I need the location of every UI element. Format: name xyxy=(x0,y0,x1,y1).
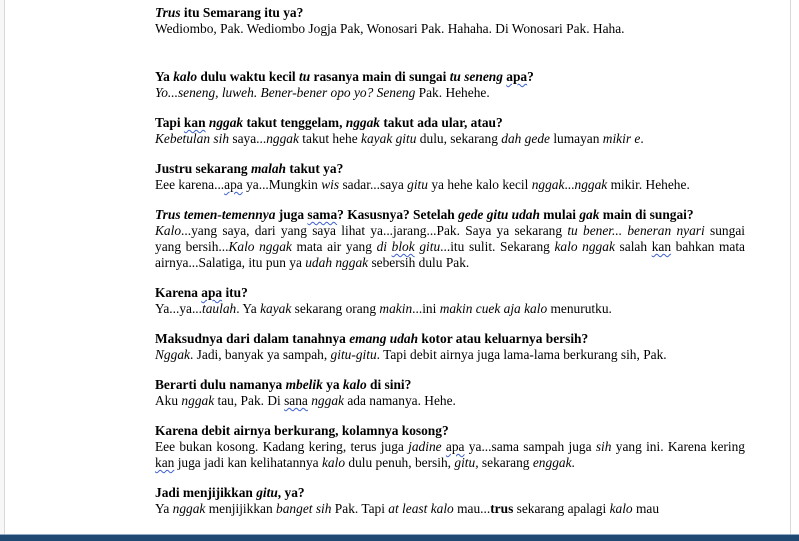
text-run: Eee bukan kosong. Kadang kering, terus juga xyxy=(155,439,409,454)
document-page[interactable] xyxy=(155,5,745,531)
text-run: gitu-gitu xyxy=(330,347,377,362)
text-run: itu? xyxy=(222,285,248,300)
text-run: ya...sama sampah juga xyxy=(464,439,596,454)
text-run: menurutku. xyxy=(547,301,612,316)
text-run: , ya? xyxy=(277,485,305,500)
text-run: sadar...saya xyxy=(339,177,408,192)
answer-paragraph xyxy=(155,131,745,147)
text-run: . xyxy=(571,455,575,470)
spellcheck-flagged-word: sama xyxy=(307,207,338,222)
text-run: ... xyxy=(564,177,575,192)
text-run: dah gede xyxy=(501,131,550,146)
text-run: Ya xyxy=(155,69,174,84)
text-run: di sini? xyxy=(366,377,412,392)
text-run: ya xyxy=(322,377,343,392)
answer-paragraph xyxy=(155,501,745,517)
text-run: di xyxy=(376,239,392,254)
answer-paragraph xyxy=(155,439,745,471)
text-run: ada namanya. Hehe. xyxy=(343,393,456,408)
spellcheck-flagged-word: apa xyxy=(506,69,528,84)
text-run: lumayan xyxy=(549,131,603,146)
text-run: Ya xyxy=(155,501,173,516)
text-run: sungai yang bersih... xyxy=(155,223,745,254)
text-run: salah xyxy=(614,239,652,254)
text-run: main di sungai? xyxy=(599,207,694,222)
text-run: Aku xyxy=(155,393,182,408)
question-paragraph xyxy=(155,115,745,131)
text-run: Ya...ya... xyxy=(155,301,202,316)
text-run: nggak xyxy=(208,115,244,130)
text-run: Karena debit airnya berkurang, kolamnya kosong? xyxy=(155,423,449,438)
text-run: nggak xyxy=(311,393,344,408)
qa-block xyxy=(155,69,745,101)
text-run: tau, Pak. Di xyxy=(214,393,285,408)
text-run: wis xyxy=(321,177,340,192)
text-run: enggak xyxy=(532,455,572,470)
text-run: banget sih xyxy=(276,501,332,516)
text-run: mau... xyxy=(453,501,491,516)
question-paragraph xyxy=(155,69,745,85)
text-run: gitu xyxy=(414,239,441,254)
text-run: kotor atau keluarnya bersih? xyxy=(418,331,589,346)
text-run: menjijikkan xyxy=(205,501,277,516)
answer-paragraph xyxy=(155,393,745,409)
question-paragraph xyxy=(155,423,745,439)
text-run: tu bener... beneran nyari xyxy=(567,223,705,238)
text-run: mata air yang xyxy=(291,239,377,254)
text-run: ? Kasusnya? Setelah xyxy=(337,207,459,222)
text-run: Berarti dulu namanya xyxy=(155,377,286,392)
spellcheck-flagged-word: apa xyxy=(224,177,243,192)
question-paragraph xyxy=(155,331,745,347)
text-run: dulu, sekarang xyxy=(416,131,502,146)
text-run: takut hehe xyxy=(298,131,362,146)
text-run: ya...Mungkin xyxy=(242,177,322,192)
text-run: Wediombo, Pak. Wediombo Jogja Pak, Wonosari Pak. Hahaha. Di Wonosari Pak. Haha. xyxy=(155,21,625,36)
text-run: malah xyxy=(250,161,286,176)
answer-paragraph xyxy=(155,301,745,317)
qa-block xyxy=(155,207,745,271)
text-run: Pak. Hehehe. xyxy=(415,85,490,100)
text-run: kayak gitu xyxy=(361,131,417,146)
page-edge-left xyxy=(4,0,5,534)
text-run: dulu penuh, bersih, xyxy=(345,455,455,470)
text-run: Kalo xyxy=(155,223,182,238)
text-run: kayak xyxy=(260,301,292,316)
qa-block xyxy=(155,377,745,409)
spellcheck-flagged-word: blok xyxy=(391,239,415,254)
text-run: tu xyxy=(299,69,311,84)
text-run: . Tapi debit airnya juga lama-lama berkurang sih, Pak. xyxy=(376,347,667,362)
qa-block xyxy=(155,485,745,517)
answer-paragraph xyxy=(155,85,745,101)
question-paragraph xyxy=(155,377,745,393)
qa-block xyxy=(155,115,745,147)
text-run: ya hehe kalo kecil xyxy=(427,177,532,192)
taskbar-edge xyxy=(0,534,799,541)
spellcheck-flagged-word: kan xyxy=(183,115,206,130)
text-run: nggak xyxy=(574,177,608,192)
text-run: kalo xyxy=(321,455,346,470)
spellcheck-flagged-word: kan xyxy=(155,455,175,470)
text-run: takut tenggelam, xyxy=(243,115,346,130)
spellcheck-flagged-word: kan xyxy=(651,239,672,254)
text-run: nggak xyxy=(181,393,215,408)
text-run: sebersih dulu Pak. xyxy=(368,255,470,270)
text-run: kalo xyxy=(342,377,367,392)
text-run: sekarang apalagi xyxy=(513,501,610,516)
text-run: takut ada ular, atau? xyxy=(380,115,503,130)
qa-block xyxy=(155,423,745,471)
text-run: at least kalo xyxy=(388,501,454,516)
text-run: sih xyxy=(595,439,612,454)
answer-paragraph xyxy=(155,21,745,37)
text-run: gak xyxy=(579,207,600,222)
text-run: Justru sekarang xyxy=(155,161,251,176)
text-run: sekarang xyxy=(478,455,533,470)
text-run: nggak xyxy=(266,131,299,146)
text-run: makin cuek aja kalo xyxy=(439,301,548,316)
text-run: kalo nggak xyxy=(554,239,615,254)
text-run: nggak xyxy=(172,501,206,516)
text-run: Kalo nggak xyxy=(228,239,292,254)
text-run: Eee karena... xyxy=(155,177,225,192)
text-run: dulu waktu kecil xyxy=(197,69,299,84)
text-run: mbelik xyxy=(285,377,323,392)
text-run: ...itu sulit. Sekarang xyxy=(440,239,555,254)
spellcheck-flagged-word: apa xyxy=(201,285,223,300)
spellcheck-flagged-word: apa xyxy=(445,439,465,454)
text-run: jadine xyxy=(408,439,442,454)
text-run: Nggak xyxy=(155,347,190,362)
text-run: taulah xyxy=(202,301,237,316)
text-run: Pak. Tapi xyxy=(331,501,389,516)
qa-block xyxy=(155,161,745,193)
text-run: Maksudnya dari dalam tanahnya xyxy=(155,331,350,346)
page-edge-right xyxy=(790,0,791,534)
text-run: udah nggak xyxy=(305,255,369,270)
text-run: nggak xyxy=(531,177,565,192)
question-paragraph xyxy=(155,285,745,301)
text-run: sekarang orang xyxy=(291,301,380,316)
question-paragraph xyxy=(155,161,745,177)
text-run: makin xyxy=(379,301,413,316)
answer-paragraph xyxy=(155,177,745,193)
text-run: kalo xyxy=(609,501,633,516)
qa-block xyxy=(155,5,745,37)
text-run: gede gitu udah xyxy=(458,207,540,222)
text-run: itu Semarang itu ya? xyxy=(180,5,304,20)
text-run: Yo...seneng, luweh. Bener-bener opo yo? Seneng xyxy=(155,85,416,100)
text-run: ? xyxy=(527,69,534,84)
question-paragraph xyxy=(155,5,745,21)
text-run: tu seneng xyxy=(449,69,503,84)
qa-block xyxy=(155,285,745,317)
text-run: rasanya main di sungai xyxy=(310,69,450,84)
text-run: Jadi menjijikkan xyxy=(155,485,257,500)
text-run: mau xyxy=(632,501,660,516)
text-run: kalo xyxy=(173,69,198,84)
text-run: ...ini xyxy=(412,301,440,316)
text-run: mulai xyxy=(539,207,580,222)
text-run: . Ya xyxy=(236,301,261,316)
text-run: nggak xyxy=(345,115,380,130)
text-run: takut ya? xyxy=(285,161,344,176)
spellcheck-flagged-word: sana xyxy=(284,393,308,408)
text-run: Karena xyxy=(155,285,202,300)
question-paragraph xyxy=(155,485,745,501)
text-run: trus xyxy=(490,501,514,516)
text-run: gitu xyxy=(407,177,428,192)
qa-block xyxy=(155,331,745,363)
text-run: juga xyxy=(275,207,308,222)
answer-paragraph xyxy=(155,223,745,271)
text-run: mikir e xyxy=(602,131,641,146)
text-run: gitu xyxy=(256,485,278,500)
text-run: yang ini. Karena kering xyxy=(611,439,745,454)
text-run: mikir. Hehehe. xyxy=(607,177,690,192)
text-run: juga jadi kan kelihatannya xyxy=(174,455,322,470)
text-run: gitu, xyxy=(454,455,479,470)
text-run: bahkan mata airnya...Salatiga, itu pun ya xyxy=(155,239,745,270)
text-run: Kebetulan sih xyxy=(155,131,230,146)
text-run: . Jadi, banyak ya sampah, xyxy=(189,347,331,362)
text-run: Trus xyxy=(155,5,181,20)
answer-paragraph xyxy=(155,347,745,363)
text-run: . xyxy=(640,131,644,146)
text-run: saya... xyxy=(229,131,267,146)
text-run: Tapi xyxy=(155,115,184,130)
text-run: ...yang saya, dari yang saya lihat ya...jarang...Pak. Saya ya sekarang xyxy=(181,223,568,238)
text-run: emang udah xyxy=(349,331,419,346)
interview-transcript xyxy=(155,5,745,517)
text-run: Trus temen-temennya xyxy=(155,207,276,222)
question-paragraph xyxy=(155,207,745,223)
